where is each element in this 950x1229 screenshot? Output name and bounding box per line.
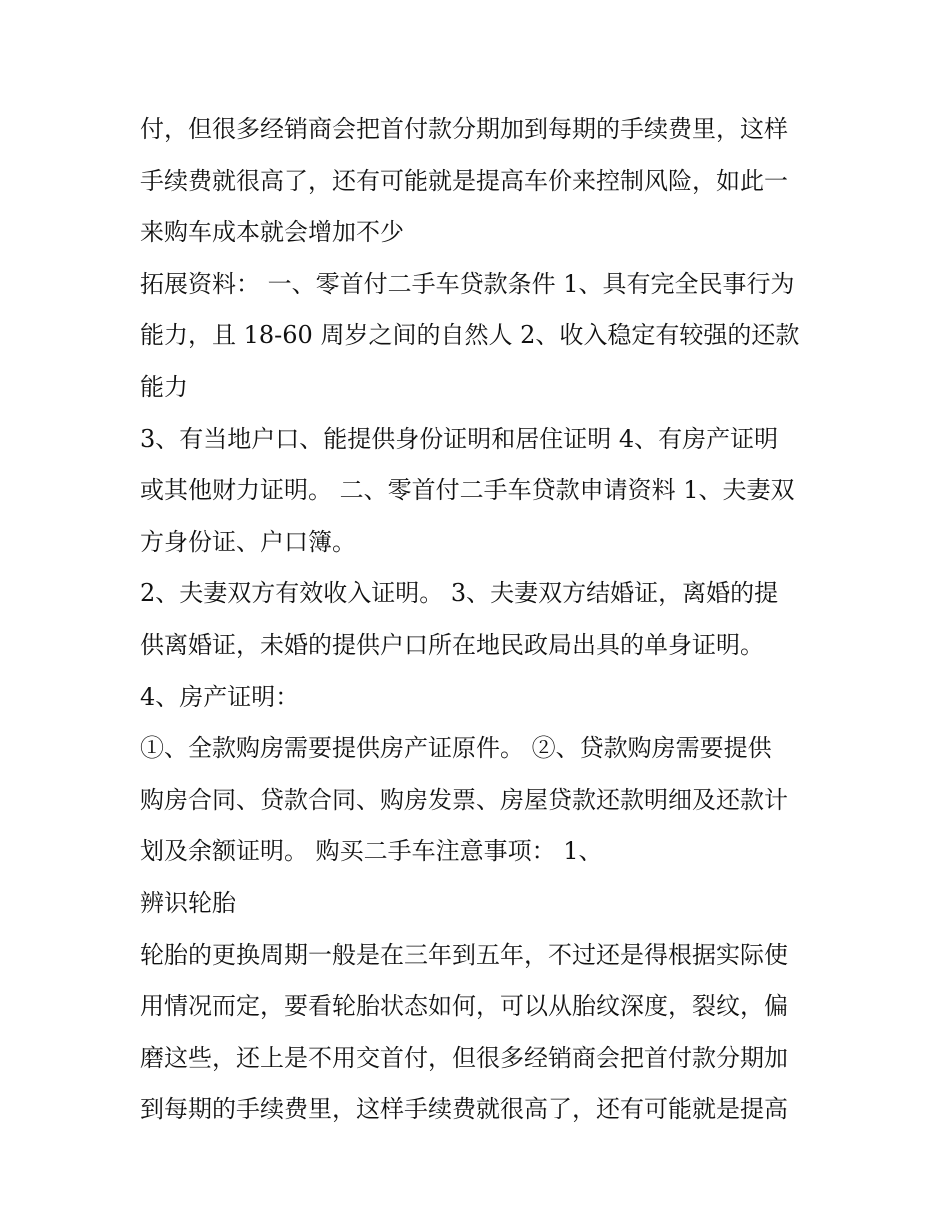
text-line: 购房合同、贷款合同、购房发票、房屋贷款还款明细及还款计 [140, 785, 788, 814]
text-line: ①、全款购房需要提供房产证原件。 ②、贷款购房需要提供 [140, 734, 772, 763]
text-line: 方身份证、户口簿。 [140, 527, 356, 556]
text-line: 来购车成本就会增加不少 [140, 218, 404, 247]
text-line: 手续费就很高了，还有可能就是提高车价来控制风险，如此一 [140, 166, 788, 195]
text-line: 划及余额证明。 购买二手车注意事项： 1、 [140, 837, 603, 866]
text-line: 付，但很多经销商会把首付款分期加到每期的手续费里，这样 [140, 115, 788, 143]
text-line: 磨这些，还上是不用交首付，但很多经销商会把首付款分期加 [140, 1043, 788, 1072]
text-line: 辨识轮胎 [140, 888, 236, 917]
text-line: 用情况而定，要看轮胎状态如何，可以从胎纹深度，裂纹，偏 [140, 992, 788, 1021]
text-line: 4、房产证明： [140, 682, 300, 711]
text-line: 或其他财力证明。 二、零首付二手车贷款申请资料 1、夫妻双 [140, 476, 795, 505]
text-line: 到每期的手续费里，这样手续费就很高了，还有可能就是提高 [140, 1095, 788, 1124]
text-line: 能力，且 18-60 周岁之间的自然人 2、收入稳定有较强的还款 [140, 321, 800, 350]
text-line: 2、夫妻双方有效收入证明。 3、夫妻双方结婚证，离婚的提 [140, 579, 779, 608]
text-line: 供离婚证，未婚的提供户口所在地民政局出具的单身证明。 [140, 630, 764, 659]
text-line: 轮胎的更换周期一般是在三年到五年，不过还是得根据实际使 [140, 940, 788, 969]
body-text [140, 104, 820, 1136]
text-line: 3、有当地户口、能提供身份证明和居住证明 4、有房产证明 [140, 424, 779, 453]
text-line: 能力 [140, 372, 188, 401]
text-line: 拓展资料： 一、零首付二手车贷款条件 1、具有完全民事行为 [140, 269, 795, 298]
